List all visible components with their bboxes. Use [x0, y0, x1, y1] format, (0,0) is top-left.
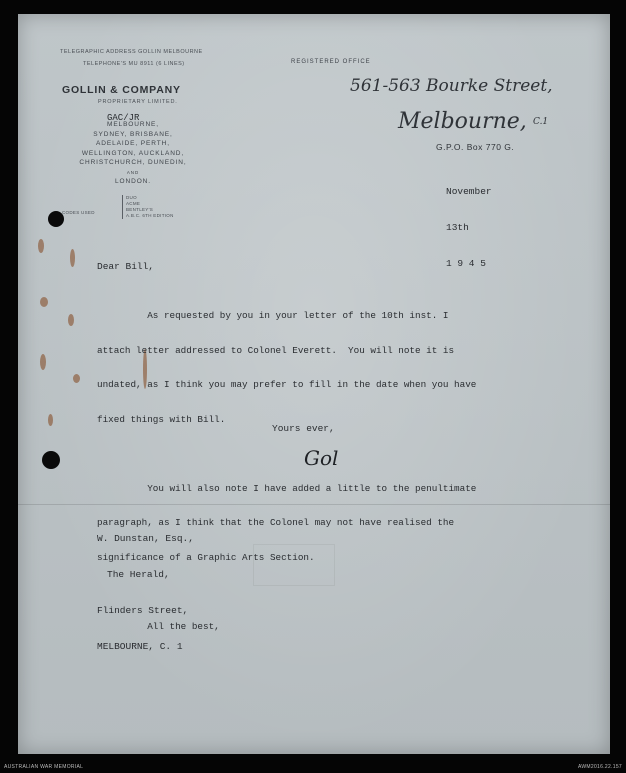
rust-stain: [48, 414, 53, 426]
street-address: 561-563 Bourke Street,: [350, 76, 553, 96]
date-day: 13th: [446, 222, 469, 233]
address-line: The Herald,: [107, 569, 170, 580]
punch-hole-bottom: [42, 451, 60, 469]
rust-stain: [70, 249, 75, 267]
address-line: Flinders Street,: [97, 605, 189, 616]
address-line: MELBOURNE, C. 1: [97, 641, 183, 652]
rust-stain: [38, 239, 44, 253]
gpo-box: G.P.O. Box 770 G.: [436, 142, 515, 152]
city-line: SYDNEY, BRISBANE,: [93, 130, 173, 138]
body-line: All the best,: [97, 620, 220, 632]
body-line: You will also note I have added a little to the penultimate: [97, 482, 477, 494]
city-line: ADELAIDE, PERTH,: [96, 140, 170, 147]
salutation: Dear Bill,: [97, 261, 155, 272]
body-line: As requested by you in your letter of the 10th inst. I: [97, 310, 449, 321]
address-line: W. Dunstan, Esq.,: [97, 533, 194, 544]
city-name: Melbourne,: [398, 109, 527, 134]
city-line: WELLINGTON, AUCKLAND,: [81, 149, 185, 157]
city-line: MELBOURNE,: [107, 121, 159, 128]
reference-code: GAC/JR: [107, 113, 140, 123]
codes-used-label: CODES USED: [62, 210, 95, 215]
footer-right: AWM2016.22.157: [577, 764, 622, 770]
city-line: CHRISTCHURCH, DUNEDIN,: [79, 159, 187, 166]
code-item: ACME: [126, 201, 141, 206]
branch-cities: [58, 120, 208, 187]
code-item: BENTLEY'S: [126, 207, 154, 212]
city-line: AND: [126, 169, 140, 175]
telegraphic-address: TELEGRAPHIC ADDRESS GOLLIN MELBOURNE: [60, 49, 203, 55]
code-item: DUO: [126, 195, 137, 200]
date-year: 1 9 4 5: [446, 258, 486, 269]
body-line: [97, 448, 476, 460]
rust-stain: [40, 354, 46, 370]
codes-list: [122, 195, 174, 219]
city-line: LONDON.: [115, 178, 151, 185]
telephone-number: TELEPHONE'S MU 8911 (6 LINES): [83, 61, 185, 67]
date-month: November: [446, 186, 492, 197]
recipient-address: [97, 509, 194, 677]
closing: Yours ever,: [272, 423, 335, 434]
body-line: paragraph, as I think that the Colonel may not have realised the: [97, 517, 455, 528]
body-line: significance of a Graphic Arts Section.: [97, 551, 315, 563]
rust-stain: [68, 314, 74, 326]
signature: Gol: [304, 446, 339, 470]
body-line: fixed things with Bill.: [97, 413, 226, 425]
rust-stain: [40, 297, 48, 307]
body-line: attach letter addressed to Colonel Everett. You will note it is: [97, 344, 455, 356]
rust-stain: [73, 374, 80, 383]
date-block: [446, 162, 492, 294]
company-proprietary: PROPRIETARY LIMITED.: [98, 99, 178, 105]
registered-office-label: REGISTERED OFFICE: [291, 59, 371, 65]
city-postcode: C.1: [533, 117, 549, 127]
code-item: A.B.C. 6TH EDITION: [126, 213, 174, 218]
letter-page: [18, 14, 610, 754]
footer-left: AUSTRALIAN WAR MEMORIAL: [4, 764, 84, 770]
body-line: undated, as I think you may prefer to fill in the date when you have: [97, 379, 477, 390]
company-name: GOLLIN & COMPANY: [62, 84, 181, 96]
